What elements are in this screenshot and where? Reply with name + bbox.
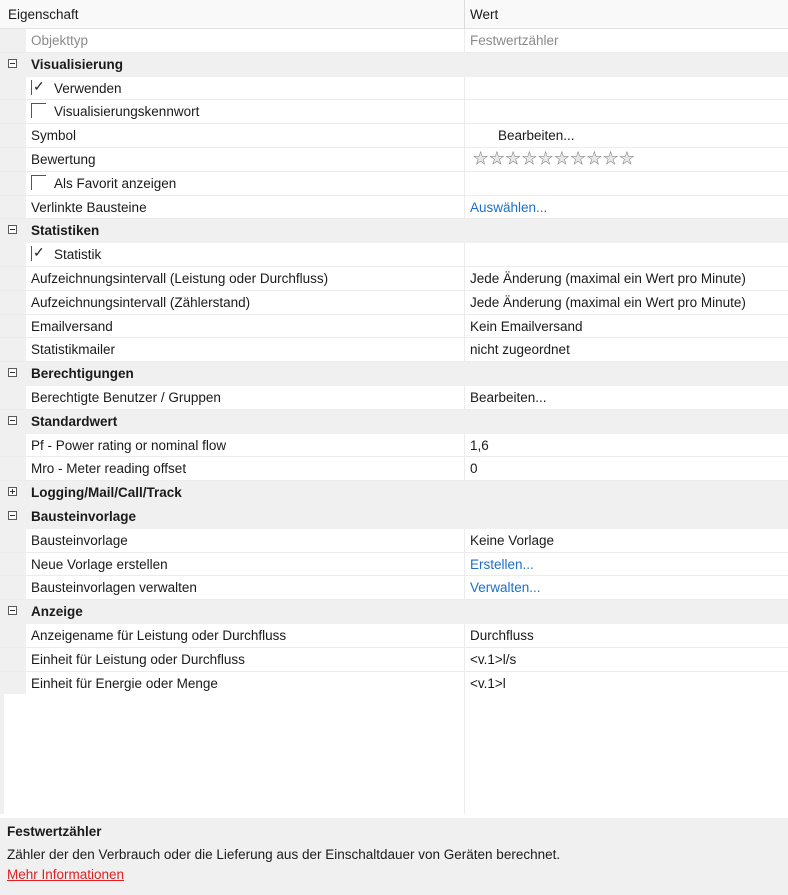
row-gutter <box>0 196 26 219</box>
row-divider <box>464 315 465 338</box>
row-divider <box>464 77 465 100</box>
row-gutter <box>0 267 26 290</box>
column-header-value[interactable]: Wert <box>470 7 499 22</box>
category-label: Standardwert <box>31 413 118 429</box>
minus-box-icon[interactable] <box>8 416 17 425</box>
grid-empty-gutter <box>0 694 4 814</box>
row-divider <box>464 291 465 314</box>
column-divider[interactable] <box>464 0 465 29</box>
row-gutter <box>0 648 26 671</box>
star-icon[interactable]: ★ <box>570 148 586 168</box>
property-name: Statistikmailer <box>31 342 116 358</box>
category-standardwert[interactable] <box>0 410 788 434</box>
property-name: Berechtigte Benutzer / Gruppen <box>31 389 221 405</box>
property-name: Bausteinvorlagen verwalten <box>31 580 197 596</box>
row-gutter <box>0 624 26 647</box>
row-gutter <box>0 553 26 576</box>
row-divider <box>464 529 465 552</box>
row-gutter <box>0 529 26 552</box>
star-icon[interactable]: ★ <box>521 148 537 168</box>
row-verlinkte-bausteine[interactable] <box>0 196 788 220</box>
star-icon[interactable]: ★ <box>554 148 570 168</box>
category-bausteinvorlage[interactable] <box>0 505 788 529</box>
row-objekttyp[interactable] <box>0 29 788 53</box>
category-visualisierung[interactable] <box>0 53 788 77</box>
row-aufzeichnungsintervall-zaehlerstand[interactable] <box>0 291 788 315</box>
row-neue-vorlage[interactable] <box>0 553 788 577</box>
minus-box-icon[interactable] <box>8 368 17 377</box>
property-value: Festwertzähler <box>470 33 559 48</box>
verwalten-link[interactable]: Verwalten... <box>470 580 541 596</box>
row-divider <box>464 100 465 123</box>
row-gutter <box>0 100 26 123</box>
checkbox-statistik[interactable] <box>31 246 46 261</box>
minus-box-icon[interactable] <box>8 606 17 615</box>
grid-empty-area <box>0 694 788 814</box>
row-visualisierungskennwort[interactable] <box>0 100 788 124</box>
row-divider <box>464 29 465 52</box>
column-divider <box>464 694 465 814</box>
row-divider <box>464 267 465 290</box>
category-label: Bausteinvorlage <box>31 508 137 524</box>
row-gutter <box>0 172 26 195</box>
category-berechtigungen[interactable] <box>0 362 788 386</box>
row-divider <box>464 576 465 599</box>
property-name: Objekttyp <box>31 33 89 48</box>
row-divider <box>464 196 465 219</box>
checkbox-visualisierungskennwort[interactable] <box>31 103 46 118</box>
row-divider <box>464 624 465 647</box>
minus-box-icon[interactable] <box>8 511 17 520</box>
property-name: Bausteinvorlage <box>31 532 128 548</box>
row-gutter <box>0 29 26 52</box>
row-divider <box>464 457 465 480</box>
row-divider <box>464 553 465 576</box>
property-name: Aufzeichnungsintervall (Zählerstand) <box>31 294 251 310</box>
property-value[interactable]: Keine Vorlage <box>470 532 555 548</box>
category-statistiken[interactable] <box>0 219 788 243</box>
property-name: Symbol <box>31 128 77 144</box>
category-logging-mail-call-track[interactable] <box>0 481 788 505</box>
property-value[interactable]: 1,6 <box>470 437 489 453</box>
star-icon[interactable]: ★ <box>619 148 635 168</box>
checkbox-verwenden[interactable] <box>31 80 46 95</box>
property-name: Mro - Meter reading offset <box>31 461 187 477</box>
row-gutter <box>0 338 26 361</box>
erstellen-link[interactable]: Erstellen... <box>470 556 534 572</box>
property-value[interactable]: Durchfluss <box>470 627 534 643</box>
star-icon[interactable]: ★ <box>473 148 489 168</box>
auswaehlen-link[interactable]: Auswählen... <box>470 199 548 215</box>
minus-box-icon[interactable] <box>8 225 17 234</box>
row-einheit-energie[interactable] <box>0 672 788 696</box>
row-gutter <box>0 457 26 480</box>
row-divider <box>464 672 465 695</box>
row-divider <box>464 148 465 171</box>
category-label: Anzeige <box>31 604 83 620</box>
category-label: Berechtigungen <box>31 366 134 382</box>
star-icon[interactable]: ★ <box>489 148 505 168</box>
category-label: Statistiken <box>31 223 100 239</box>
checkbox-als-favorit[interactable] <box>31 175 46 190</box>
category-label: Logging/Mail/Call/Track <box>31 485 182 501</box>
property-value[interactable]: <v.1>l/s <box>470 651 517 667</box>
row-divider <box>464 338 465 361</box>
property-value[interactable]: Jede Änderung (maximal ein Wert pro Minute) <box>470 294 746 310</box>
row-divider <box>464 172 465 195</box>
rating-stars[interactable] <box>473 150 635 168</box>
property-value[interactable]: nicht zugeordnet <box>470 342 570 358</box>
category-label: Visualisierung <box>31 56 124 72</box>
row-als-favorit[interactable] <box>0 172 788 196</box>
property-name: Einheit für Leistung oder Durchfluss <box>31 651 245 667</box>
star-icon[interactable]: ★ <box>603 148 619 168</box>
row-gutter <box>0 576 26 599</box>
property-name: Einheit für Energie oder Menge <box>31 675 218 691</box>
minus-box-icon[interactable] <box>8 59 17 68</box>
description-title: Festwertzähler <box>7 824 102 839</box>
property-value[interactable]: Kein Emailversand <box>470 318 583 334</box>
property-name: Verlinkte Bausteine <box>31 199 147 215</box>
row-gutter <box>0 148 26 171</box>
grid-header <box>0 0 788 29</box>
row-symbol[interactable] <box>0 124 788 148</box>
property-name: Neue Vorlage erstellen <box>31 556 168 572</box>
row-aufzeichnungsintervall-leistung[interactable] <box>0 267 788 291</box>
row-anzeigename[interactable] <box>0 624 788 648</box>
row-bausteinvorlage[interactable] <box>0 529 788 553</box>
property-name: Verwenden <box>54 80 122 96</box>
property-value[interactable]: <v.1>l <box>470 675 506 691</box>
property-name: Als Favorit anzeigen <box>54 175 177 191</box>
row-divider <box>464 386 465 409</box>
property-grid <box>0 29 788 695</box>
row-einheit-leistung[interactable] <box>0 648 788 672</box>
property-name: Pf - Power rating or nominal flow <box>31 437 227 453</box>
row-statistikmailer[interactable] <box>0 338 788 362</box>
property-name: Visualisierungskennwort <box>54 104 200 120</box>
row-gutter <box>0 434 26 457</box>
row-divider <box>464 243 465 266</box>
column-header-property[interactable]: Eigenschaft <box>8 7 79 22</box>
row-mro[interactable] <box>0 457 788 481</box>
property-name: Bewertung <box>31 151 96 167</box>
property-value[interactable]: Jede Änderung (maximal ein Wert pro Minute) <box>470 270 746 286</box>
star-icon[interactable]: ★ <box>538 148 554 168</box>
more-info-link[interactable]: Mehr Informationen <box>7 867 125 882</box>
description-panel <box>0 818 788 895</box>
category-anzeige[interactable] <box>0 600 788 624</box>
row-statistik[interactable] <box>0 243 788 267</box>
row-bewertung[interactable] <box>0 148 788 172</box>
star-icon[interactable]: ★ <box>586 148 602 168</box>
row-gutter <box>0 672 26 695</box>
row-gutter <box>0 386 26 409</box>
row-gutter <box>0 315 26 338</box>
row-divider <box>464 434 465 457</box>
row-pf[interactable] <box>0 434 788 458</box>
berechtigungen-edit-button[interactable]: Bearbeiten... <box>470 389 547 405</box>
plus-box-icon[interactable] <box>8 487 17 496</box>
row-emailversand[interactable] <box>0 315 788 339</box>
row-berechtigte-benutzer[interactable] <box>0 386 788 410</box>
row-gutter <box>0 77 26 100</box>
row-gutter <box>0 124 26 147</box>
star-icon[interactable]: ★ <box>505 148 521 168</box>
property-value[interactable]: 0 <box>470 461 478 477</box>
row-gutter <box>0 243 26 266</box>
property-name: Anzeigename für Leistung oder Durchfluss <box>31 627 287 643</box>
description-text: Zähler der den Verbrauch oder die Lieferung aus der Einschaltdauer von Geräten berechnet. <box>7 847 561 862</box>
property-name: Statistik <box>54 247 102 263</box>
row-vorlagen-verwalten[interactable] <box>0 576 788 600</box>
row-verwenden[interactable] <box>0 77 788 101</box>
row-divider <box>464 648 465 671</box>
row-divider <box>464 124 465 147</box>
row-gutter <box>0 291 26 314</box>
property-name: Aufzeichnungsintervall (Leistung oder Durchfluss) <box>31 270 329 286</box>
property-name: Emailversand <box>31 318 113 334</box>
symbol-edit-button[interactable]: Bearbeiten... <box>498 128 575 144</box>
